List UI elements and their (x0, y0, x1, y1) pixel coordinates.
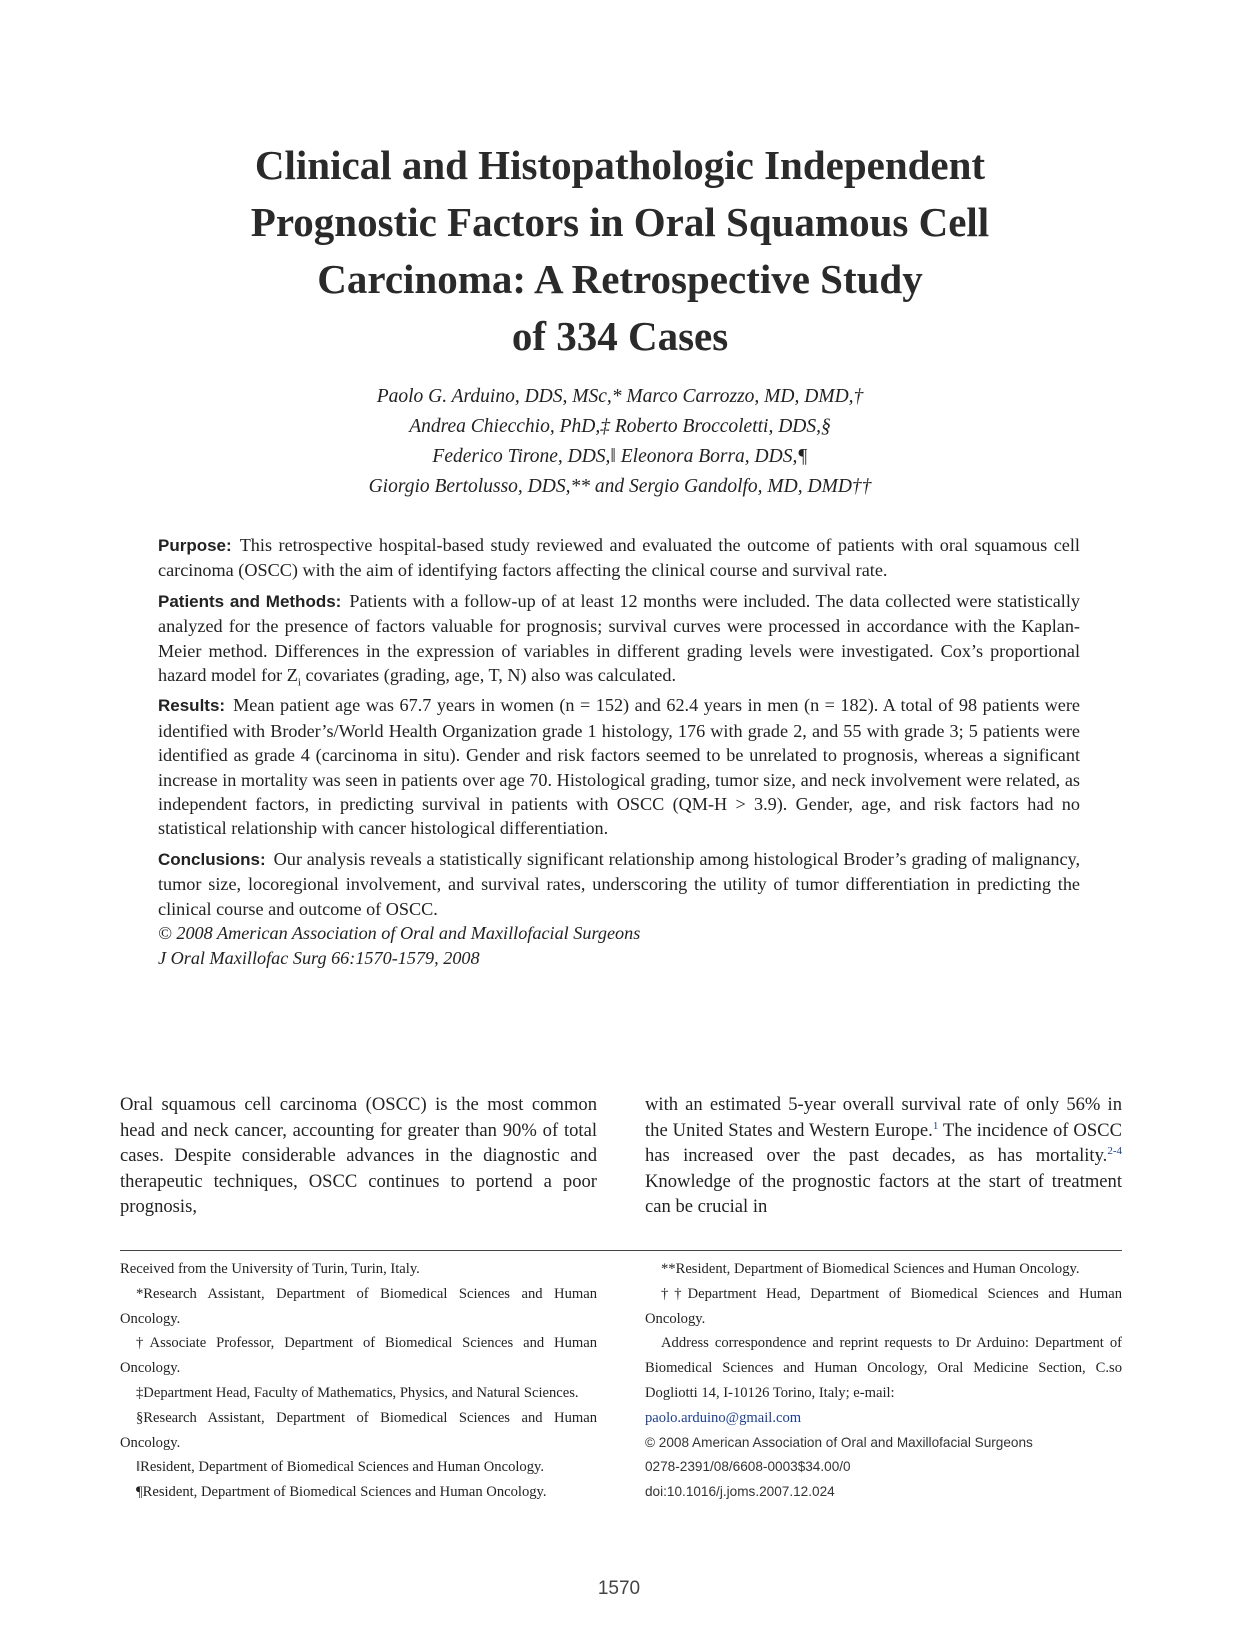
journal-citation: J Oral Maxillofac Surg 66:1570-1579, 2008 (158, 947, 480, 968)
footnote-address (645, 1331, 1122, 1405)
body-text-segment: The incidence of OSCC has increased over the past decades, as has mortality. (645, 1119, 1122, 1167)
results-text: Mean patient age was 67.7 years in women (n = 152) and 62.4 years in men (n = 182). A total of 98 patients were identified with Broder’s/World Health Organization grade 1 histology, 176 with grade 2, and 55 with grade 3; 5 patients were identified as grade 4 (carcinoma in situ). Gender and risk factors seemed to be unrelated to prognosis, whereas a significant increase in mortality was seen in patients over age 70. Histological grading, tumor size, and neck involvement were related, as independent factors, in predicting survival in patients with OSCC (QM-H > 3.9). Gender, age, and risk factors had no statistical relationship with cancer histological differentiation. (158, 695, 1080, 839)
footnote-copyright: © 2008 American Association of Oral and Maxillofacial Surgeons (645, 1434, 1033, 1450)
conclusions-label: Conclusions: (158, 849, 266, 869)
methods-label: Patients and Methods: (158, 591, 342, 611)
footnote: ¶Resident, Department of Biomedical Sciences and Human Oncology. (136, 1484, 547, 1501)
footnote: ‡Department Head, Faculty of Mathematics, Physics, and Natural Sciences. (136, 1384, 579, 1401)
author-line: Andrea Chiecchio, PhD,‡ Roberto Broccoletti, DDS,§ (409, 416, 831, 437)
title-line: of 334 Cases (511, 313, 729, 359)
abstract (158, 533, 1080, 970)
footnotes-left (120, 1257, 597, 1505)
body-text-segment: Knowledge of the prognostic factors at the start of treatment can be crucial in (645, 1170, 1122, 1218)
results-label: Results: (158, 696, 226, 716)
article-title (130, 137, 1110, 365)
abstract-methods (158, 589, 1080, 688)
footnote-doi[interactable]: doi:10.1016/j.joms.2007.12.024 (645, 1484, 835, 1500)
footnote: ‖Resident, Department of Biomedical Sciences and Human Oncology. (136, 1459, 545, 1476)
title-line: Prognostic Factors in Oral Squamous Cell (250, 199, 990, 245)
author-list (130, 382, 1110, 502)
methods-subscript: i (297, 676, 301, 689)
footnote: ††Department Head, Department of Biomedical Sciences and Human Oncology. (645, 1285, 1122, 1327)
footnotes-right (645, 1257, 1122, 1505)
email-link[interactable]: paolo.arduino@gmail.com (645, 1409, 802, 1426)
footnote-divider (120, 1250, 1122, 1251)
abstract-copyright: © 2008 American Association of Oral and Maxillofacial Surgeons (158, 923, 641, 944)
body-text-right (645, 1092, 1122, 1220)
footnote: *Research Assistant, Department of Biomedical Sciences and Human Oncology. (120, 1285, 597, 1327)
footnote: §Research Assistant, Department of Biomedical Sciences and Human Oncology. (120, 1409, 597, 1451)
reference-link[interactable]: 2-4 (1107, 1145, 1122, 1157)
body-text-segment: with an estimated 5-year overall survival rate of only 56% in the United States and Western Europe. (645, 1094, 1122, 1141)
abstract-purpose (158, 533, 1080, 583)
page-number: 1570 (597, 1578, 641, 1599)
address-text: Address correspondence and reprint requests to Dr Arduino: Department of Biomedical Sciences and Human Oncology, Oral Medicine Section, C.so Dogliotti 14, I-10126 Torino, Italy; e-mail: (645, 1335, 1122, 1401)
methods-text: Patients with a follow-up of at least 12 months were included. The data collected were statistically analyzed for the presence of factors valuable for prognosis; survival curves were processed in accordance with the Kaplan-Meier method. Differences in the expression of variables in different grading levels were investigated. Cox’s proportional hazard model for Z (158, 590, 1080, 686)
purpose-text: This retrospective hospital-based study reviewed and evaluated the outcome of patients with oral squamous cell carcinoma (OSCC) with the aim of identifying factors affecting the clinical course and survival rate. (158, 535, 1080, 581)
author-line: Paolo G. Arduino, DDS, MSc,* Marco Carrozzo, MD, DMD,† (376, 386, 864, 407)
purpose-label: Purpose: (158, 536, 232, 555)
body-text-left: Oral squamous cell carcinoma (OSCC) is the most common head and neck cancer, accounting for greater than 90% of total cases. Despite considerable advances in the diagnostic and therapeutic techniques, OSCC continues to portend a poor prognosis, (120, 1094, 597, 1218)
footnote-received: Received from the University of Turin, Turin, Italy. (120, 1261, 420, 1277)
methods-text-cont: covariates (grading, age, T, N) also was calculated. (300, 665, 676, 686)
author-line: Giorgio Bertolusso, DDS,** and Sergio Gandolfo, MD, DMD†† (368, 476, 872, 497)
conclusions-text: Our analysis reveals a statistically significant relationship among histological Broder’s grading of malignancy, tumor size, locoregional involvement, and survival rates, underscoring the utility of tumor differentiation in predicting the clinical course and outcome of OSCC. (158, 848, 1080, 919)
footnote: **Resident, Department of Biomedical Sciences and Human Oncology. (661, 1261, 1080, 1277)
footnote-issn: 0278-2391/08/6608-0003$34.00/0 (645, 1459, 851, 1475)
title-line: Carcinoma: A Retrospective Study (317, 256, 923, 302)
title-line: Clinical and Histopathologic Independent (254, 142, 986, 188)
author-line: Federico Tirone, DDS,‖ Eleonora Borra, DDS,¶ (432, 446, 808, 467)
abstract-conclusions (158, 847, 1080, 921)
footnote: †Associate Professor, Department of Biomedical Sciences and Human Oncology. (120, 1335, 597, 1377)
reference-link[interactable]: 1 (932, 1119, 939, 1132)
footnote-email-line (645, 1406, 1122, 1431)
abstract-results (158, 693, 1080, 840)
